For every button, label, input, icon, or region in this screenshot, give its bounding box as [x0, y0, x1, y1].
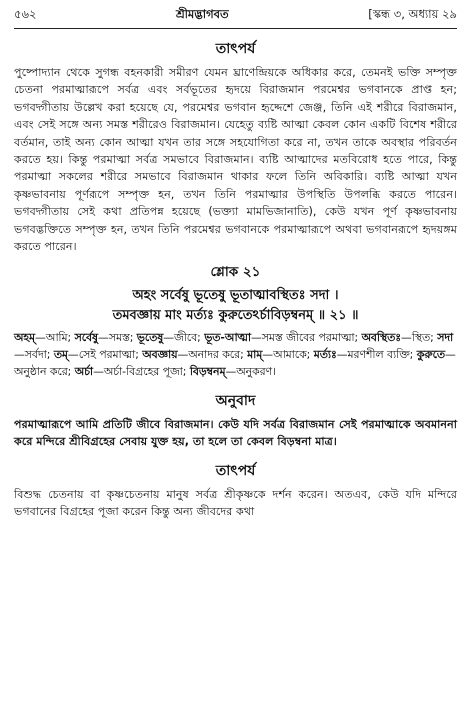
purport-text: পুষ্পোদ্যান থেকে সুগন্ধ বহনকারী সমীরণ যেমন ঘ্রাণেন্দ্রিয়কে অধিকার করে, তেমনই ভক্তি সম্পৃক্ত চেতনা পরমাত্মারূপে সর্বত্র এবং সর্বভূতের হৃদয়ে বিরাজমান পরমেশ্বর ভগবানকে প্রাপ্ত হন; ভগবদ্গীতায় উল্লেখ করা হয়েছে যে, পরমেশ্বর ভগবান হৃদ্দেশে জেঞ্জ, তিনি এই শরীরে বিরাজমান, এবং সেই সঙ্গে অন্য সমস্ত শরীরেও বিরাজমান। যেহেতু ব্যষ্টি আত্মা কেবল কোন একটি বিশেষ শরীরে বর্তমান, তাই অন্য কোন আত্মা যখন তার সঙ্গে সহযোগিতা করে না, তখন তাকে অবস্থার পরিবর্তন করতে হয়। কিন্তু পরমাত্মা সর্বত্র সমভাবে বিরাজমান। ব্যষ্টি আত্মাদের মতবিরোধ হতে পারে, কিন্তু পরমাত্মা সকলের শরীরে সমভাবে বিরাজমান থাকার ফলে তিনি অবিকারি। ব্যষ্টি আত্মা যখন কৃষ্ণভাবনায় পূর্ণরূপে সম্পৃক্ত হন, তখন তিনি পরমাত্মার উপস্থিতি উপলব্ধি করতে পারেন। ভগবদ্গীতায় সেই কথা প্রতিপন্ন হয়েছে (ভক্ত্যা মামভিজানাতি), কেউ যখন পূর্ণ কৃষ্ণভাবনায় ভগবদ্ভক্তিতে সম্পৃক্ত হন, তখন তিনি পরমেশ্বর ভগবানকে পরমাত্মারূপে অথবা ভগবানরূপে হৃদয়ঙ্গম করতে পারেন।	[14, 66, 457, 254]
synonym-term: কুরুতে	[416, 348, 446, 362]
synonym-meaning: সর্বদা;	[24, 348, 54, 362]
synonym-meaning: সমস্ত জীবের পরমাত্মা;	[261, 331, 362, 345]
synonym-term: অবজ্ঞায়	[142, 348, 178, 362]
synonym-meaning: সমস্ত;	[108, 331, 137, 345]
synonym-term: ভূত-আত্মা	[204, 331, 251, 345]
book-title: শ্রীমদ্ভাগবত	[175, 7, 229, 21]
synonym-meaning: জীবে;	[174, 331, 205, 345]
synonym-dash: —	[67, 348, 79, 362]
synonym-dash: —	[35, 331, 46, 345]
synonym-dash: —	[98, 331, 109, 345]
synonym-meaning: মরণশীল ব্যক্তি;	[347, 348, 417, 362]
synonym-meaning: অনুষ্ঠান করে;	[14, 365, 75, 379]
synonym-meaning: অনুকরণ।	[236, 365, 276, 379]
synonym-term: ভূতেষু	[136, 331, 164, 345]
synonym-dash: —	[177, 348, 189, 362]
purport-text-2: বিশুদ্ধ চেতনায় বা কৃষ্ণচেতনায় মানুষ সর্বত্র শ্রীকৃষ্ণকে দর্শন করেন। অতএব, কেউ যদি মন্দিরে ভগবানের বিগ্রহের পূজা করেন কিন্তু অন্য জীবদের কথা	[14, 487, 457, 519]
synonym-term: বিড়ম্বনম্	[189, 365, 226, 379]
verse-line-1: অহং সর্বেষু ভূতেষু ভূতাত্মাবস্থিতঃ সদা ।	[132, 288, 339, 304]
verse-title: শ্লোক ২১	[210, 264, 261, 281]
synonym-dash: —	[262, 348, 274, 362]
synonym-dash: —	[250, 331, 262, 345]
purport-heading-2: তাৎপর্য	[215, 462, 256, 479]
translation-text: পরমাত্মারূপে আমি প্রতিটি জীবে বিরাজমান। কেউ যদি সর্বত্র বিরাজমান সেই পরমাত্মাকে অবমাননা করে মন্দিরে শ্রীবিগ্রহের সেবায় যুক্ত হয়, তা হলে তা কেবল বিড়ম্বনা মাত্র।	[14, 417, 457, 449]
synonym-meaning: আমাকে;	[273, 348, 314, 362]
page-header	[14, 6, 457, 29]
chapter-reference: [স্কন্ধ ৩, অধ্যায় ২৯	[368, 7, 457, 21]
synonym-term: সর্বেষু	[74, 331, 99, 345]
synonym-term: সদা	[437, 331, 454, 345]
synonym-meaning: অর্চা-বিগ্রহের পূজা;	[103, 365, 190, 379]
synonym-meaning: আমি;	[45, 331, 75, 345]
synonym-meaning: স্থিত;	[411, 331, 438, 345]
purport-heading: তাৎপর্য	[215, 41, 256, 57]
synonym-dash: —	[336, 348, 348, 362]
page-number: ৫৬২	[14, 7, 37, 21]
synonym-meaning: সেই পরমাত্মা;	[78, 348, 143, 362]
verse-line-2: তমবজ্ঞায় মাং মর্ত্যঃ কুরুতেঽর্চাবিড়ম্বনম্ ॥ ২১ ॥	[112, 308, 359, 324]
synonym-term: অহম্	[14, 331, 36, 345]
synonym-term: মর্ত্যঃ	[313, 348, 337, 362]
synonym-term: তম্	[53, 348, 68, 362]
synonym-term: অবস্থিতঃ	[361, 331, 402, 345]
synonym-dash: —	[14, 348, 25, 362]
synonym-term: মাম্	[247, 348, 263, 362]
synonym-dash: —	[163, 331, 175, 345]
synonym-meaning: অনাদর করে;	[188, 348, 248, 362]
synonym-dash: —	[93, 365, 104, 379]
synonym-term: অর্চা	[74, 365, 94, 379]
synonym-dash: —	[401, 331, 412, 345]
synonym-dash: —	[445, 348, 456, 362]
translation-heading: অনুবাদ	[215, 392, 256, 409]
synonym-dash: —	[225, 365, 237, 379]
word-meanings	[14, 330, 457, 380]
